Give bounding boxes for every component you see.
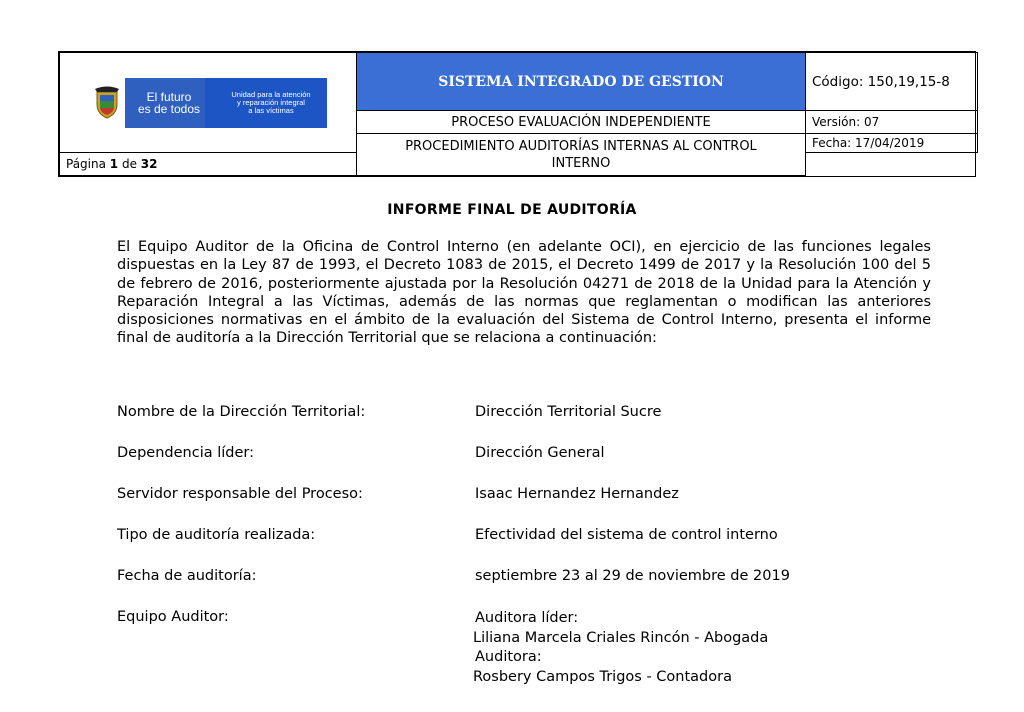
logo-text-line2: es de todos (137, 101, 201, 116)
logo-subtext-line2: y reparación integral (237, 97, 305, 107)
logo-subtext-line1: Unidad para la atención (231, 89, 311, 99)
page-total: 32 (140, 157, 158, 171)
procedure-line2: INTERNO (551, 155, 611, 171)
procedure-line1: PROCEDIMIENTO AUDITORÍAS INTERNAS AL CONTROL (405, 138, 757, 154)
field-label: Tipo de auditoría realizada: (117, 527, 316, 543)
intro-paragraph: El Equipo Auditor de la Oficina de Control Interno (en adelante OCI), en ejercicio de las funciones legales dispuestas en la Ley 87 de 1993, el Decreto 1083 de 2015, el Decreto 1499 de 2017 y la Resolución 100 del 5 de febrero de 2016, posteriormente ajustada por la Resolución 04271 de 2018 de la Unidad para la Atención y Reparación Integral a las Víctimas, además de las normas que reglamentan o modifican las anteriores disposiciones normativas en el ámbito de la evaluación del Sistema de Control Interno, presenta el informe final de auditoría a la Dirección Territorial que se relaciona a continuación: (117, 239, 931, 347)
system-title: SISTEMA INTEGRADO DE GESTION (357, 53, 806, 111)
logo-text-line1: El futuro (146, 89, 192, 104)
field-value: Isaac Hernandez Hernandez (475, 486, 679, 502)
logo-cell (60, 53, 357, 153)
field-value: Efectividad del sistema de control interno (475, 527, 778, 543)
document-date: Fecha: 17/04/2019 (806, 134, 978, 153)
field-value: septiembre 23 al 29 de noviembre de 2019 (475, 568, 790, 584)
member-role: Auditora: (475, 649, 542, 665)
field-value: Dirección Territorial Sucre (475, 404, 662, 420)
field-label: Nombre de la Dirección Territorial: (117, 404, 366, 420)
page-current: 1 (109, 157, 119, 171)
document-header (58, 51, 976, 177)
logo-subtext-line3: a las víctimas (248, 105, 294, 115)
page-mid: de (118, 157, 141, 171)
field-label: Dependencia líder: (117, 445, 254, 461)
institution-logo (89, 78, 327, 128)
process-name: PROCESO EVALUACIÓN INDEPENDIENTE (357, 111, 806, 134)
member-name: Rosbery Campos Trigos - Contadora (473, 668, 732, 685)
field-value: Dirección General (475, 445, 605, 461)
document-version: Versión: 07 (806, 111, 978, 134)
field-label: Fecha de auditoría: (117, 568, 257, 584)
lead-role: Auditora líder: (475, 610, 579, 626)
page-prefix: Página (66, 157, 110, 171)
team-label: Equipo Auditor: (117, 609, 229, 625)
procedure-name (357, 134, 806, 176)
audit-team (473, 609, 768, 687)
field-label: Servidor responsable del Proceso: (117, 486, 363, 502)
lead-name: Liliana Marcela Criales Rincón - Abogada (473, 629, 769, 646)
report-title: INFORME FINAL DE AUDITORÍA (387, 202, 637, 218)
document-code: Código: 150,19,15-8 (806, 53, 978, 111)
page-number (60, 153, 357, 176)
coat-of-arms-icon (93, 86, 121, 120)
